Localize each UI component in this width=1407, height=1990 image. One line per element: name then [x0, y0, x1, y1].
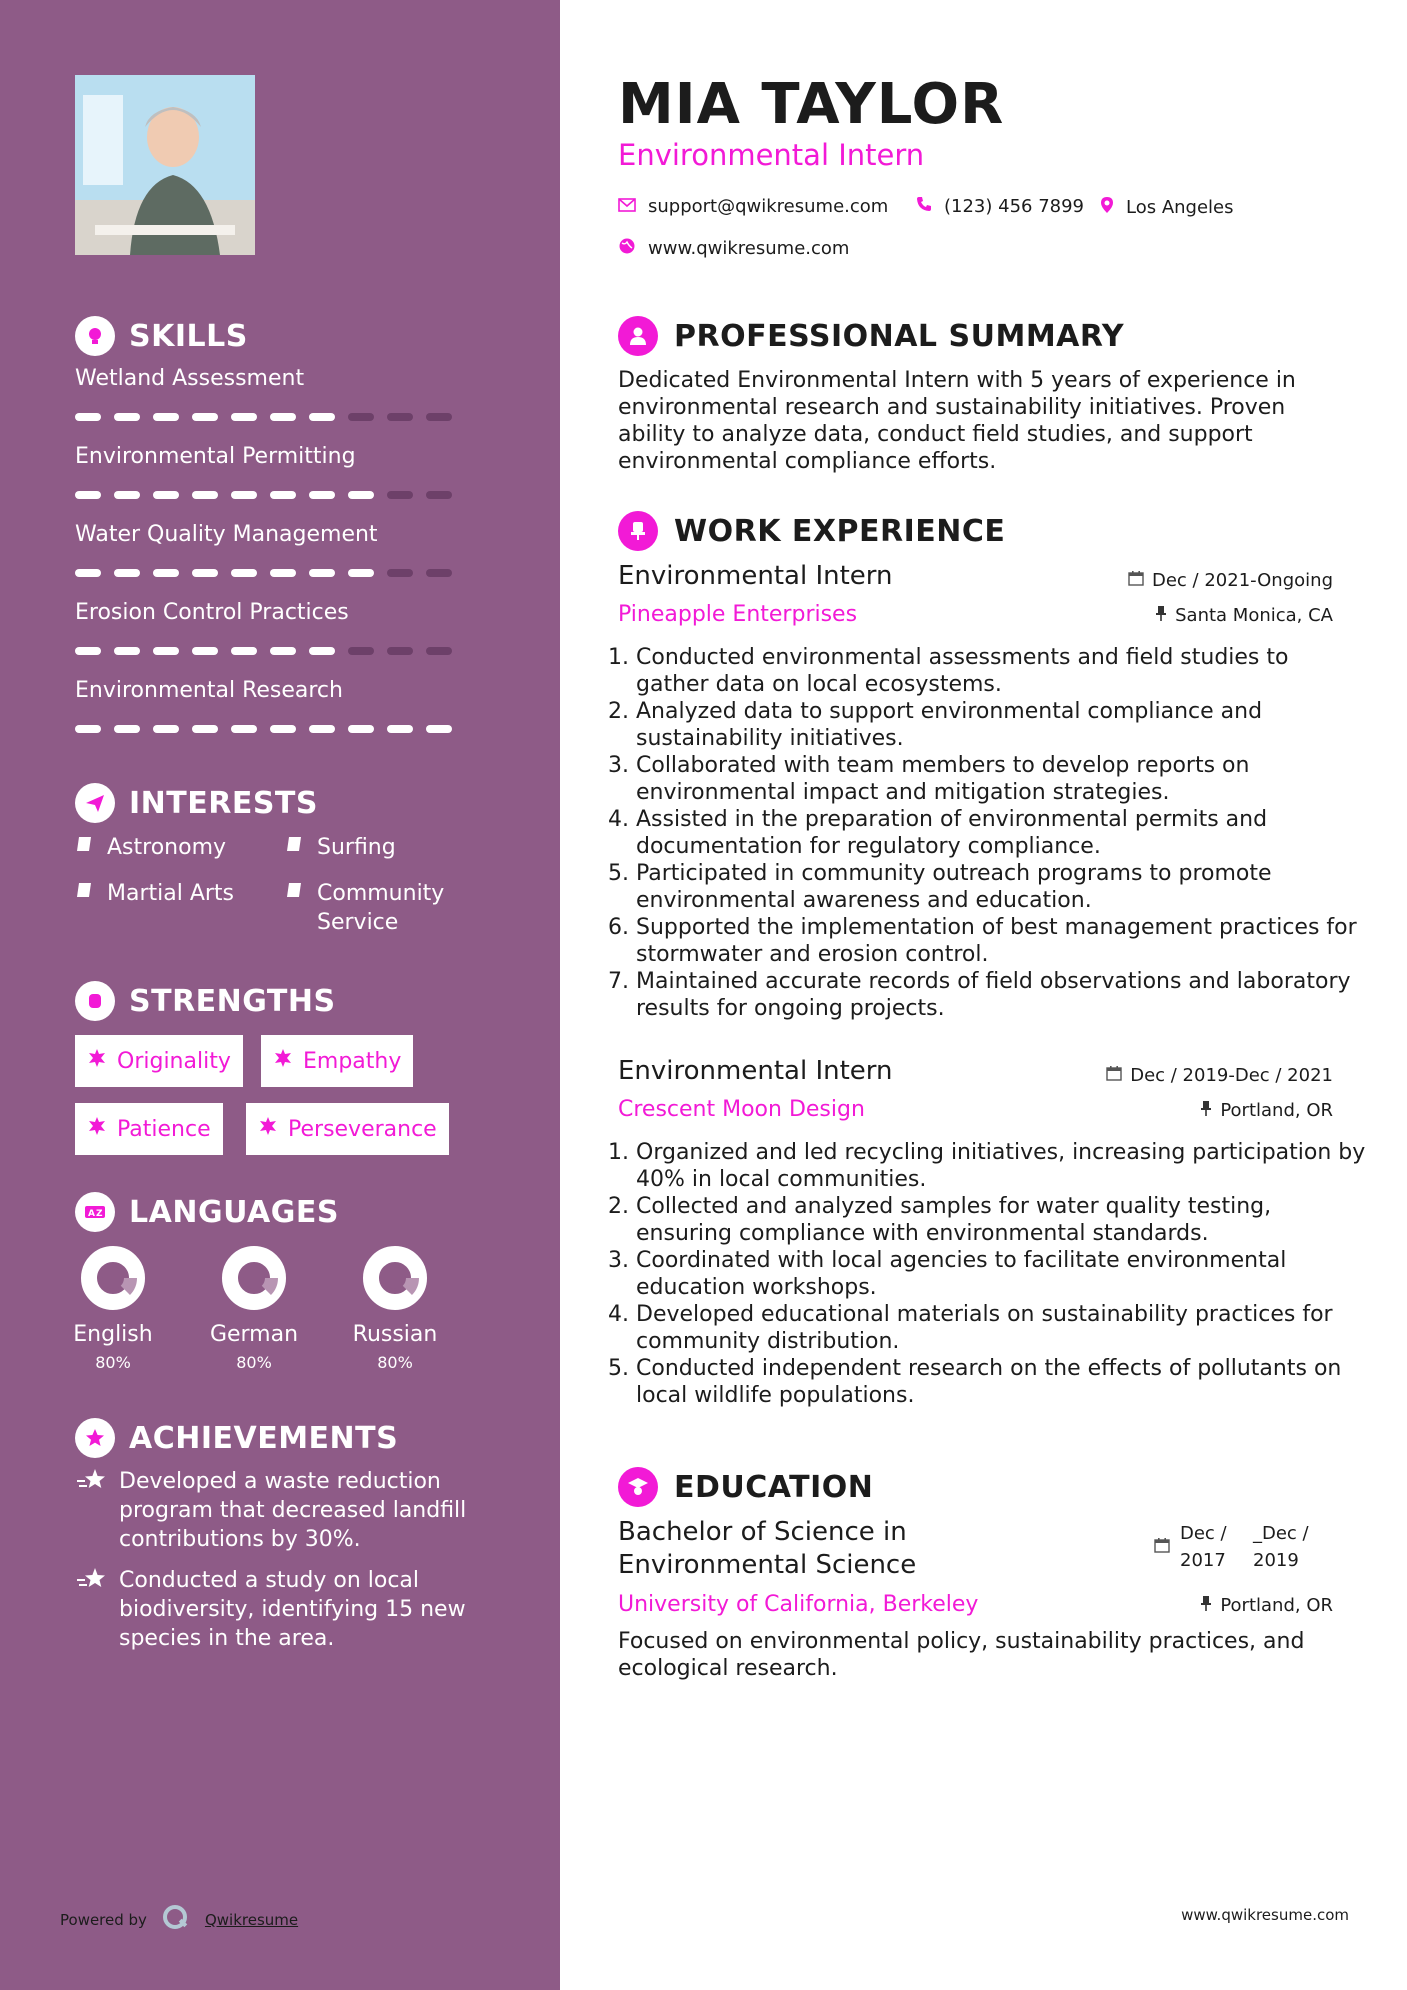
responsibility-item: 3. Collaborated with team members to develop reports on environmental impact and mitigation strategies.	[636, 752, 1366, 806]
skill-level-dash	[426, 647, 452, 655]
candidate-role: Environmental Intern	[618, 138, 925, 172]
contact-email[interactable]: support@qwikresume.com	[618, 196, 888, 217]
powered-by: Powered by Qwikresume	[60, 1903, 298, 1937]
star-icon	[75, 1418, 115, 1458]
svg-text:Z: Z	[96, 1209, 104, 1219]
skill-item	[75, 366, 495, 421]
degree: Bachelor of Science in Environmental Science	[618, 1517, 917, 1580]
office-chair-icon	[618, 511, 658, 551]
footer-url[interactable]: www.qwikresume.com	[1181, 1906, 1349, 1924]
language-item	[53, 1246, 173, 1372]
skill-level-dash	[348, 725, 374, 733]
skill-level-dash	[387, 569, 413, 577]
badge-icon	[87, 1048, 107, 1074]
skill-level-dash	[153, 413, 179, 421]
pushpin-icon	[1200, 1100, 1212, 1121]
education-location: Portland, OR	[1200, 1595, 1333, 1616]
job-title: Environmental Intern	[618, 561, 893, 591]
language-name: English	[73, 1322, 153, 1347]
skill-level-dash	[309, 413, 335, 421]
interest-item: Astronomy	[75, 833, 226, 862]
skill-level-dash	[231, 569, 257, 577]
svg-text:A: A	[88, 1209, 96, 1219]
skill-level-bar	[75, 413, 495, 421]
skill-level-dash	[114, 413, 140, 421]
responsibility-item: 5. Participated in community outreach programs to promote environmental awareness and education.	[636, 860, 1366, 914]
skill-level-bar	[75, 491, 495, 499]
skill-level-dash	[387, 491, 413, 499]
calendar-icon	[1154, 1534, 1170, 1574]
skill-level-dash	[231, 413, 257, 421]
skill-level-dash	[231, 491, 257, 499]
skill-level-bar	[75, 569, 495, 577]
skill-level-dash	[75, 647, 101, 655]
shooting-star-icon	[75, 1467, 107, 1554]
skill-level-dash	[426, 413, 452, 421]
badge-icon	[87, 1116, 107, 1142]
skill-name: Erosion Control Practices	[75, 600, 349, 625]
badge-icon	[258, 1116, 278, 1142]
translate-icon	[75, 1192, 115, 1232]
skill-name: Environmental Permitting	[75, 444, 356, 469]
profile-photo	[75, 75, 255, 255]
book-icon	[75, 879, 95, 908]
achievements-heading: ACHIEVEMENTS	[75, 1418, 398, 1458]
skill-level-dash	[231, 647, 257, 655]
skill-name: Wetland Assessment	[75, 366, 305, 391]
school: University of California, Berkeley	[618, 1592, 979, 1617]
skill-level-dash	[153, 569, 179, 577]
job-company: Pineapple Enterprises	[618, 602, 858, 627]
languages-heading: A Z LANGUAGES	[75, 1192, 339, 1232]
skill-level-dash	[348, 569, 374, 577]
skill-name: Water Quality Management	[75, 522, 378, 547]
skill-level-dash	[114, 647, 140, 655]
envelope-icon	[618, 196, 636, 217]
language-name: German	[209, 1322, 299, 1347]
strength-chip: Patience	[75, 1103, 223, 1155]
paper-plane-icon	[75, 783, 115, 823]
user-icon	[618, 316, 658, 356]
skill-level-dash	[270, 647, 296, 655]
skill-level-dash	[348, 647, 374, 655]
skill-level-dash	[270, 725, 296, 733]
responsibility-item: 5. Conducted independent research on the effects of pollutants on local wildlife populations.	[636, 1355, 1366, 1409]
qwikresume-link[interactable]: Qwikresume	[204, 1911, 299, 1929]
interest-item: Surfing	[285, 833, 396, 862]
language-donut	[363, 1246, 427, 1310]
responsibility-item: 4. Assisted in the preparation of environmental permits and documentation for regulatory compliance.	[636, 806, 1366, 860]
skill-level-dash	[231, 725, 257, 733]
education-description: Focused on environmental policy, sustainability practices, and ecological research.	[618, 1629, 1305, 1681]
strength-chip: Originality	[75, 1035, 243, 1087]
globe-icon	[618, 237, 636, 260]
badge-icon	[273, 1048, 293, 1074]
skill-level-dash	[153, 725, 179, 733]
skill-level-dash	[192, 725, 218, 733]
job-company: Crescent Moon Design	[618, 1097, 865, 1122]
qwikresume-logo-icon	[161, 1903, 191, 1937]
contact-website[interactable]: www.qwikresume.com	[618, 237, 849, 260]
summary-text: Dedicated Environmental Intern with 5 years of experience in environmental research and sustainability initiatives. Proven ability to analyze data, conduct field studies, and support environmental compliance efforts.	[618, 368, 1296, 474]
skill-item	[75, 444, 495, 499]
skill-level-dash	[153, 647, 179, 655]
skill-level-dash	[309, 647, 335, 655]
skill-level-dash	[387, 413, 413, 421]
book-icon	[75, 833, 95, 862]
skill-level-dash	[114, 491, 140, 499]
skill-level-dash	[309, 491, 335, 499]
contact-location: Los Angeles	[1100, 196, 1234, 219]
skill-name: Environmental Research	[75, 678, 343, 703]
job-responsibilities	[612, 644, 1366, 1022]
skill-level-dash	[348, 491, 374, 499]
skill-level-bar	[75, 725, 495, 733]
responsibility-item: 6. Supported the implementation of best management practices for stormwater and erosion control.	[636, 914, 1366, 968]
skill-level-dash	[114, 569, 140, 577]
skills-heading: SKILLS	[75, 316, 248, 356]
skill-level-dash	[75, 725, 101, 733]
responsibility-item: 7. Maintained accurate records of field observations and laboratory results for ongoing projects.	[636, 968, 1366, 1022]
sidebar	[0, 0, 560, 1990]
skill-item	[75, 600, 495, 655]
strengths-heading: STRENGTHS	[75, 981, 336, 1021]
pushpin-icon	[1155, 605, 1167, 626]
pushpin-icon	[1200, 1595, 1212, 1616]
calendar-icon	[1128, 570, 1144, 591]
skill-level-dash	[309, 725, 335, 733]
lightbulb-icon	[75, 316, 115, 356]
language-percent: 80%	[236, 1353, 272, 1372]
language-item	[194, 1246, 314, 1372]
achievement-item: Conducted a study on local biodiversity, identifying 15 new species in the area.	[75, 1566, 495, 1653]
shooting-star-icon	[75, 1566, 107, 1653]
skill-level-bar	[75, 647, 495, 655]
calendar-icon	[1106, 1065, 1122, 1086]
skill-level-dash	[153, 491, 179, 499]
skill-level-dash	[309, 569, 335, 577]
skill-level-dash	[270, 491, 296, 499]
skill-level-dash	[387, 725, 413, 733]
language-donut	[81, 1246, 145, 1310]
skill-level-dash	[192, 413, 218, 421]
contact-phone[interactable]: (123) 456 7899	[916, 196, 1084, 217]
fist-icon	[75, 981, 115, 1021]
job-responsibilities	[612, 1139, 1366, 1409]
job-title: Environmental Intern	[618, 1056, 893, 1086]
responsibility-item: 1. Conducted environmental assessments and field studies to gather data on local ecosystems.	[636, 644, 1366, 698]
skill-level-dash	[426, 725, 452, 733]
graduate-icon	[618, 1467, 658, 1507]
job-dates: Dec / 2019-Dec / 2021	[1106, 1065, 1333, 1086]
skill-item	[75, 522, 495, 577]
book-icon	[285, 879, 305, 937]
job-location: Portland, OR	[1200, 1100, 1333, 1121]
skill-item	[75, 678, 495, 733]
language-donut	[222, 1246, 286, 1310]
responsibility-item: 4. Developed educational materials on sustainability practices for community distribution.	[636, 1301, 1366, 1355]
phone-icon	[916, 196, 932, 217]
skill-level-dash	[114, 725, 140, 733]
candidate-name: MIA TAYLOR	[618, 72, 1005, 137]
book-icon	[285, 833, 305, 862]
interest-item: Martial Arts	[75, 879, 234, 908]
strength-chip: Perseverance	[246, 1103, 449, 1155]
skill-level-dash	[192, 569, 218, 577]
responsibility-item: 3. Coordinated with local agencies to facilitate environmental education workshops.	[636, 1247, 1366, 1301]
skill-level-dash	[75, 569, 101, 577]
skill-level-dash	[426, 569, 452, 577]
language-name: Russian	[352, 1322, 438, 1347]
responsibility-item: 2. Collected and analyzed samples for water quality testing, ensuring compliance with environmental standards.	[636, 1193, 1366, 1247]
language-percent: 80%	[95, 1353, 131, 1372]
language-item	[335, 1246, 455, 1372]
skill-level-dash	[270, 413, 296, 421]
skill-level-dash	[426, 491, 452, 499]
education-dates: Dec / 2017 _Dec / 2019	[1154, 1520, 1325, 1574]
skill-level-dash	[270, 569, 296, 577]
map-pin-icon	[1100, 196, 1114, 219]
skill-level-dash	[75, 413, 101, 421]
interests-heading: INTERESTS	[75, 783, 318, 823]
experience-heading: WORK EXPERIENCE	[618, 511, 1005, 551]
skill-level-dash	[192, 491, 218, 499]
responsibility-item: 2. Analyzed data to support environmental compliance and sustainability initiatives.	[636, 698, 1366, 752]
language-percent: 80%	[377, 1353, 413, 1372]
skill-level-dash	[75, 491, 101, 499]
job-location: Santa Monica, CA	[1155, 605, 1333, 626]
skill-level-dash	[348, 413, 374, 421]
summary-heading: PROFESSIONAL SUMMARY	[618, 316, 1124, 356]
skill-level-dash	[387, 647, 413, 655]
responsibility-item: 1. Organized and led recycling initiatives, increasing participation by 40% in local communities.	[636, 1139, 1366, 1193]
job-dates: Dec / 2021-Ongoing	[1128, 570, 1333, 591]
strength-chip: Empathy	[261, 1035, 413, 1087]
skill-level-dash	[192, 647, 218, 655]
achievement-item: Developed a waste reduction program that decreased landfill contributions by 30%.	[75, 1467, 495, 1554]
education-heading: EDUCATION	[618, 1467, 873, 1507]
interest-item: Community Service	[285, 879, 485, 937]
